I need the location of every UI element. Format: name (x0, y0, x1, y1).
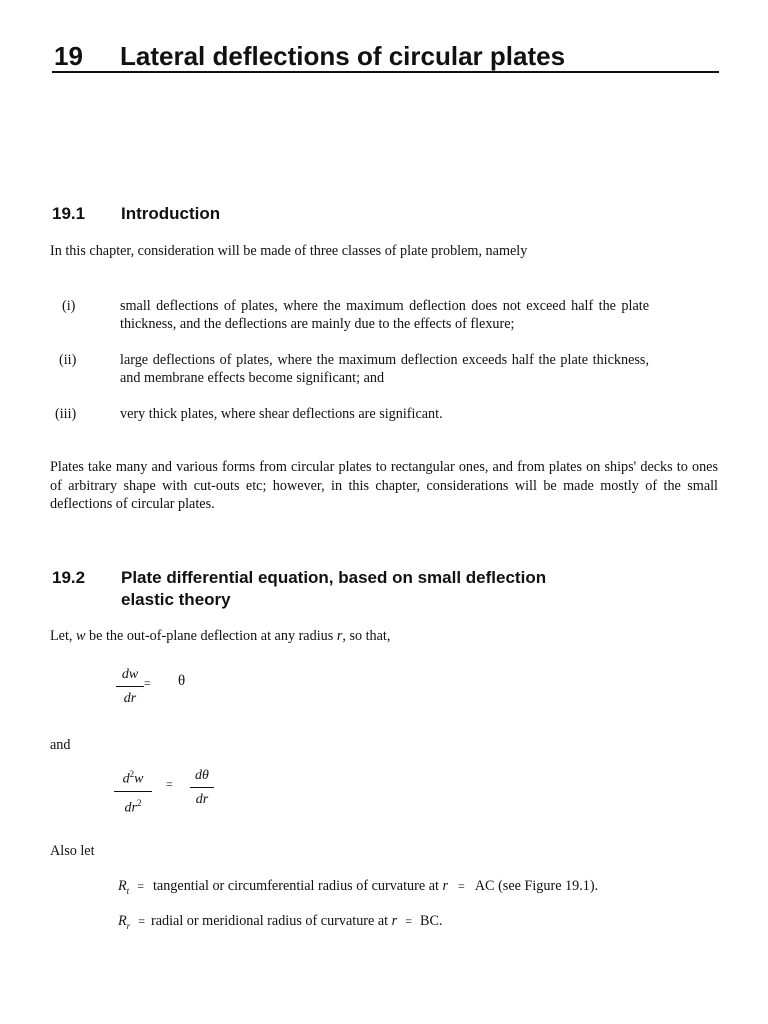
definition-text: radial or meridional radius of curvature at (150, 913, 392, 929)
fraction (190, 767, 214, 808)
variable-w: w (76, 628, 86, 644)
list-item (52, 405, 720, 425)
list-item (52, 351, 720, 391)
section-heading-introduction (52, 203, 652, 225)
fraction-bar (114, 791, 152, 792)
equals-sign: = (166, 777, 173, 791)
numerator: dθ (195, 768, 209, 783)
fraction (116, 666, 144, 707)
variable-r: r (336, 628, 343, 644)
equals-sign: = (458, 879, 465, 893)
symbol-R: R (118, 913, 127, 929)
text-run: w (134, 771, 144, 787)
fraction-bar (190, 787, 214, 788)
section-title-line-2: elastic theory (121, 590, 231, 609)
fraction-bar (116, 686, 144, 687)
list-marker: (iii) (55, 406, 77, 422)
and-word: and (50, 737, 71, 753)
subscript-t: t (126, 885, 130, 896)
also-let: Also let (50, 843, 95, 859)
chapter-title-text: Lateral deflections of circular plates (120, 41, 566, 71)
list-item-text: large deflections of plates, where the maximum deflection exceeds half the plate thickness, and membrane effects become significant; and (120, 352, 649, 386)
numerator: dw (121, 667, 139, 682)
definition-text: tangential or circumferential radius of curvature at (152, 878, 443, 894)
text-run: dr (124, 800, 137, 816)
denominator: dr (195, 792, 209, 807)
equals-sign: = (405, 914, 412, 928)
closing-paragraph: Plates take many and various forms from circular plates to rectangular ones, and from plates on ships' decks to ones of arbitrary shape with cut-outs etc; however, in this chapter, considerations will be made mostly of the small deflections of circular plates. (50, 459, 718, 512)
numerator (123, 766, 144, 788)
chapter-title-underline (52, 71, 719, 73)
list-marker: (i) (62, 298, 76, 314)
superscript: 2 (136, 797, 142, 808)
symbol-R: R (118, 878, 127, 894)
list-marker: (ii) (59, 352, 77, 368)
list-item-text: very thick plates, where shear deflections are significant. (120, 406, 443, 422)
equals-sign: = (144, 676, 151, 690)
chapter-title (54, 38, 565, 74)
section-title-line-1: Plate differential equation, based on small deflection (121, 568, 547, 587)
text-run: Let, (50, 628, 76, 644)
list-item-text: small deflections of plates, where the maximum deflection does not exceed half the plate thickness, and the deflections are mainly due to the effects of flexure; (120, 298, 649, 332)
variable-r: r (442, 878, 449, 894)
variable-r: r (391, 913, 398, 929)
section-number: 19.2 (52, 568, 86, 587)
section-title: Introduction (121, 204, 221, 223)
list-item (52, 297, 720, 337)
text-run: d (122, 771, 130, 787)
theta-symbol: θ (178, 673, 186, 689)
definition-radial-radius (118, 912, 442, 935)
section-number: 19.1 (52, 204, 86, 223)
section-heading-plate-equation (52, 567, 712, 611)
subscript-r: r (126, 920, 131, 931)
rhs-fraction (190, 766, 214, 808)
definition-tail: AC (see Figure 19.1). (474, 878, 599, 894)
definition-tangential-radius (118, 877, 598, 900)
text-run: be the out-of-plane deflection at any radius (85, 628, 337, 644)
let-statement (50, 627, 390, 645)
denominator (125, 795, 142, 817)
equals-sign: = (138, 914, 145, 928)
equation-dw-dr (116, 665, 144, 707)
superscript: 2 (129, 769, 135, 779)
fraction (114, 766, 152, 816)
equation-second-derivative (114, 766, 152, 816)
chapter-number: 19 (54, 41, 83, 71)
denominator: dr (123, 691, 137, 706)
intro-paragraph: In this chapter, consideration will be made of three classes of plate problem, namely (50, 243, 528, 259)
equals-sign: = (137, 879, 144, 893)
definition-tail: BC. (419, 913, 443, 929)
text-run: , so that, (342, 628, 391, 644)
